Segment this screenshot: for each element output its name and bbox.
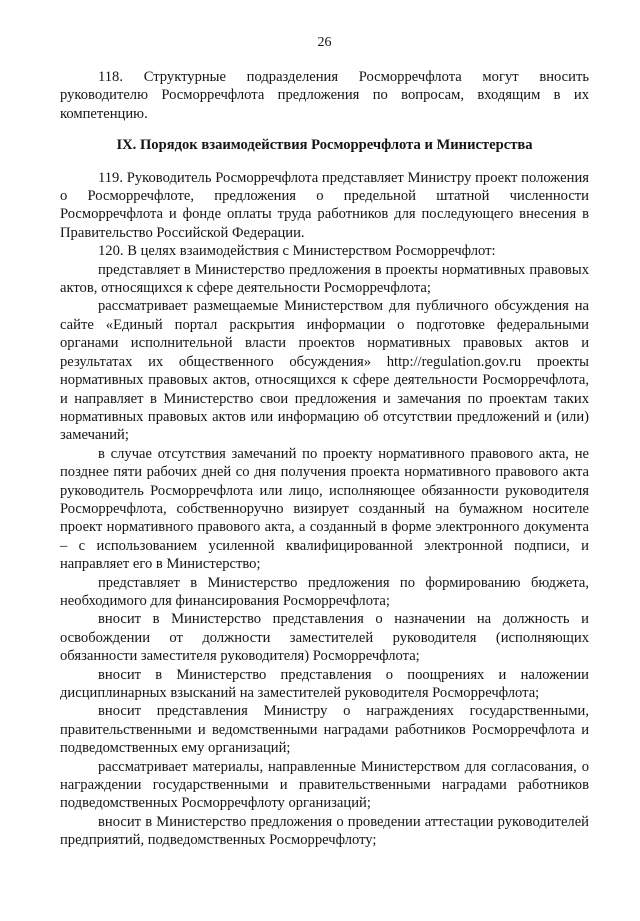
- paragraph-item: представляет в Министерство предложения в проекты нормативных правовых актов, относящихся к сфере деятельности Росморречфлота;: [60, 261, 589, 297]
- paragraph-119: 119. Руководитель Росморречфлота представляет Министру проект положения о Росморречфлоте, предложения о предельной штатной численности Росморречфлота и фонде оплаты труда работников для последующего внесения в Правительство Российской Федерации.: [60, 169, 589, 241]
- page-number: 26: [317, 35, 332, 50]
- paragraph-120: 120. В целях взаимодействия с Министерством Росморречфлот:: [98, 243, 496, 260]
- paragraph-item: вносит представления Министру о награждениях государственными, правительственными и ведомственными наградами работников Росморречфлота и подведомственных ему организаций;: [60, 703, 589, 757]
- paragraph-item: рассматривает материалы, направленные Министерством для согласования, о награждении государственными и правительственными наградами работников подведомственных Росморречфлоту организаций;: [60, 758, 589, 812]
- paragraph-item: представляет в Министерство предложения по формированию бюджета, необходимого для финансирования Росморречфлота;: [60, 574, 589, 609]
- paragraph-118: 118. Структурные подразделения Росморречфлота могут вносить руководителю Росморречфлота предложения по вопросам, входящим в их компетенцию.: [60, 69, 589, 122]
- paragraph-item: вносит в Министерство предложения о проведении аттестации руководителей предприятий, подведомственных Росморречфлоту;: [60, 813, 589, 849]
- paragraph-item: вносит в Министерство представления о назначении на должность и освобождении от должности заместителей руководителя (исполняющих обязанности заместителя руководителя) Росморречфлота;: [60, 611, 589, 665]
- section-heading: IX. Порядок взаимодействия Росморречфлота и Министерства: [116, 137, 533, 154]
- paragraph-item: вносит в Министерство представления о поощрениях и наложении дисциплинарных взысканий на заместителей руководителя Росморречфлота;: [60, 666, 589, 701]
- paragraph-item: в случае отсутствия замечаний по проекту нормативного правового акта, не позднее пяти рабочих дней со дня получения проекта нормативного правового акта руководитель Росморречфлота или лицо, исполняющее обязанности руководителя Росморречфлота, собственноручно визирует созданный на бумажном носителе проект нормативного правового акта, а созданный в форме электронного документа – с использованием усиленной квалифицированной электронной подписи, и направляет его в Министерство;: [60, 445, 589, 573]
- paragraph-item: рассматривает размещаемые Министерством для публичного обсуждения на сайте «Единый портал раскрытия информации о подготовке федеральными органами исполнительной власти проектов нормативных правовых актов и результатах их общественного обсуждения» http://regulation.gov.ru проекты нормативных правовых актов, относящихся к сфере деятельности Росморречфлота, и направляет в Министерство свои предложения и замечания по проектам таких нормативных правовых актов или информацию об отсутствии предложений и (или) замечаний;: [60, 298, 589, 444]
